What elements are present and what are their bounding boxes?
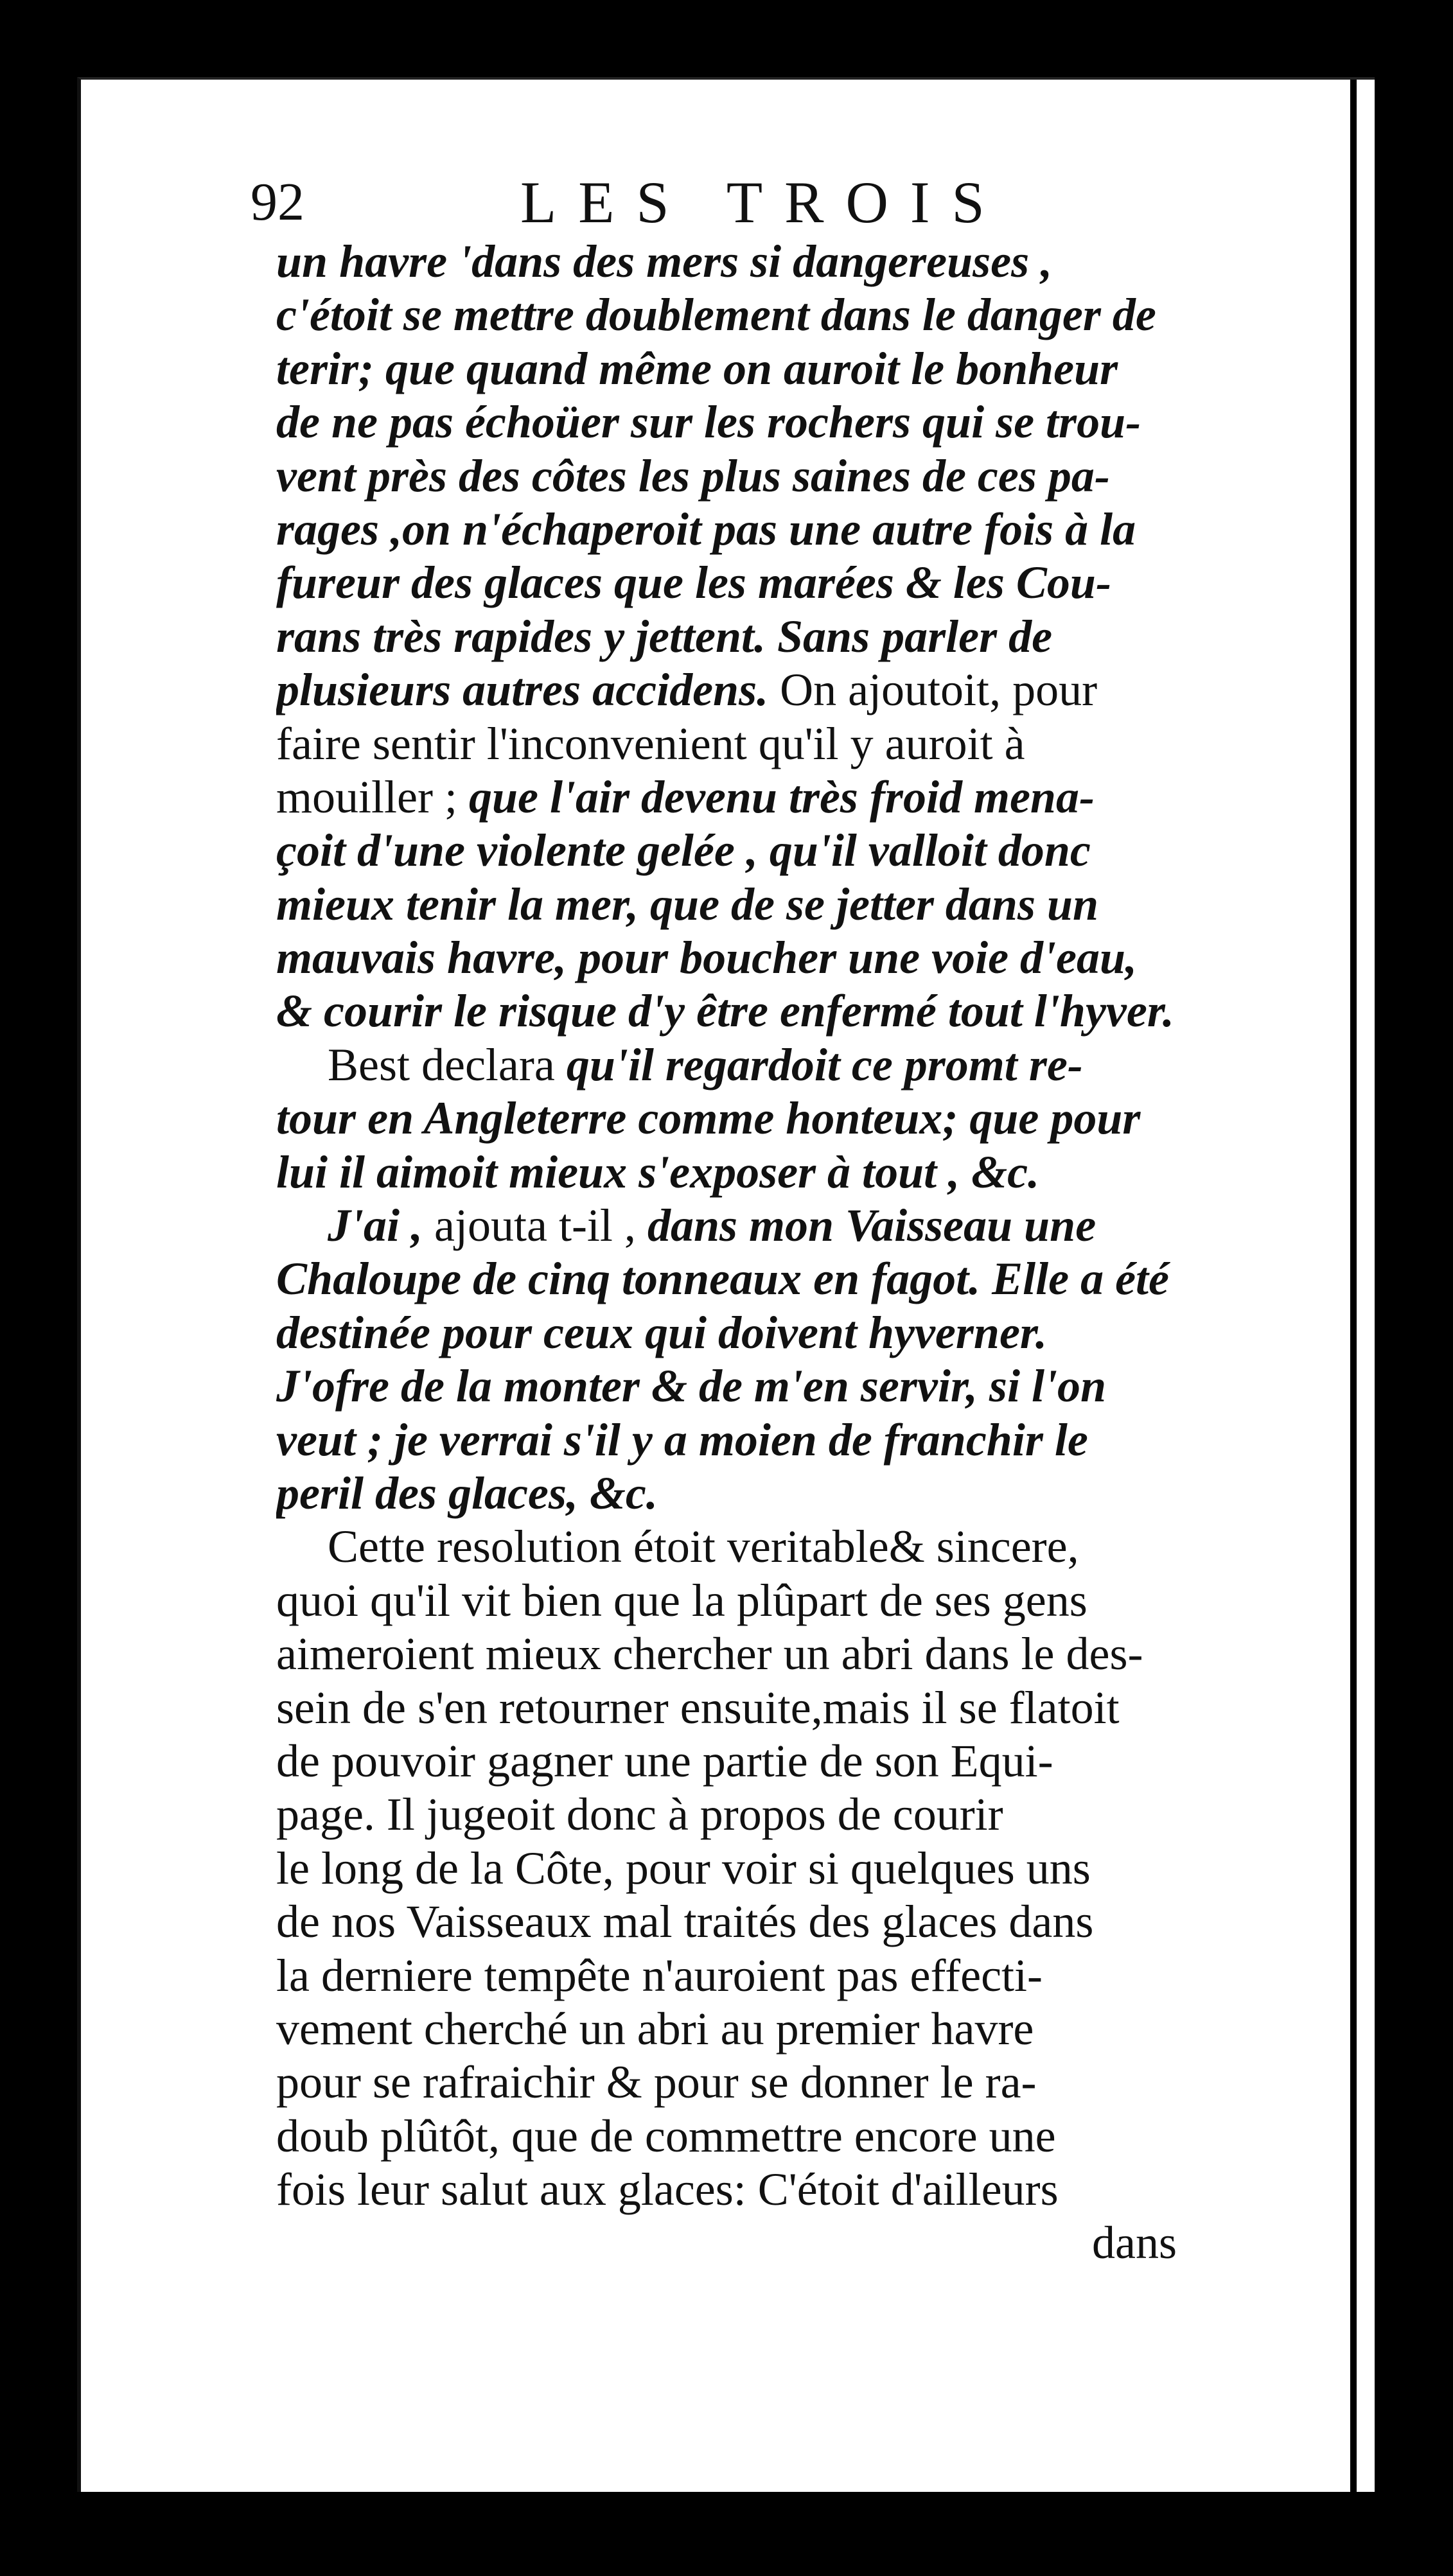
text-line	[276, 1842, 1182, 1895]
text-line	[276, 1788, 1182, 1841]
body-text	[276, 235, 1182, 2270]
text-line	[276, 717, 1182, 771]
text-segment: vement cherché un abri au premier havre	[276, 2002, 1034, 2055]
text-segment: J'ofre de la monter & de m'en servir, si l'on	[276, 1360, 1106, 1412]
text-segment: ajouta t-il ,	[434, 1200, 647, 1252]
text-line	[276, 931, 1182, 985]
text-segment: fureur des glaces que les marées & les Cou-	[276, 557, 1111, 609]
text-segment: un havre 'dans des mers si dangereuses ,	[276, 236, 1053, 287]
text-segment: quoi qu'il vit bien que la plûpart de ses gens	[276, 1574, 1088, 1626]
text-segment: mouiller ;	[276, 771, 469, 823]
text-segment: terir; que quand même on auroit le bonheur	[276, 342, 1118, 394]
text-line	[276, 2163, 1182, 2216]
text-segment: vent près des côtes les plus saines de ces pa-	[276, 450, 1110, 502]
text-line	[276, 663, 1182, 717]
text-line	[276, 2002, 1182, 2056]
text-line	[276, 450, 1182, 503]
text-segment: peril des glaces, &c.	[276, 1467, 658, 1519]
text-line	[276, 1146, 1182, 1199]
text-segment: On ajoutoit, pour	[780, 664, 1098, 716]
text-segment: rages ,on n'échaperoit pas une autre fois à la	[276, 503, 1136, 555]
text-segment: mauvais havre, pour boucher une voie d'eau,	[276, 932, 1138, 984]
text-segment: de nos Vaisseaux mal traités des glaces dans	[276, 1896, 1094, 1948]
running-title: LES TROIS	[520, 170, 1007, 235]
text-segment: de ne pas échoüer sur les rochers qui se trou-	[276, 396, 1141, 448]
text-segment: page. Il jugeoit donc à propos de courir	[276, 1789, 1003, 1841]
text-segment: Chaloupe de cinq tonneaux en fagot. Elle a été	[276, 1253, 1170, 1305]
text-line	[276, 1414, 1182, 1467]
text-line	[276, 342, 1182, 396]
text-line	[276, 1467, 1182, 1520]
page-header	[251, 170, 1176, 241]
text-line	[276, 1199, 1182, 1252]
text-segment: Cette resolution étoit veritable& sincere,	[328, 1521, 1079, 1573]
text-segment: fois leur salut aux glaces: C'étoit d'ailleurs	[276, 2164, 1059, 2216]
text-line	[276, 824, 1182, 877]
text-line	[276, 556, 1182, 609]
text-line	[276, 235, 1182, 288]
text-line	[276, 2056, 1182, 2109]
text-segment: lui il aimoit mieux s'exposer à tout , &c.	[276, 1146, 1040, 1198]
text-line	[276, 985, 1182, 1038]
text-line	[276, 1949, 1182, 2002]
text-segment: faire sentir l'inconvenient qu'il y auroit à	[276, 717, 1025, 769]
text-line	[276, 1895, 1182, 1949]
text-segment: aimeroient mieux chercher un abri dans le des-	[276, 1628, 1143, 1680]
text-segment: & courir le risque d'y être enfermé tout l'hyver.	[276, 985, 1174, 1037]
text-line	[276, 288, 1182, 342]
text-line	[276, 1520, 1182, 1573]
text-segment: çoit d'une violente gelée , qu'il valloit donc	[276, 825, 1091, 877]
text-segment: qu'il regardoit ce promt re-	[566, 1038, 1083, 1091]
text-line	[276, 1092, 1182, 1145]
text-segment: tour en Angleterre comme honteux; que pour	[276, 1092, 1141, 1144]
text-line	[276, 1252, 1182, 1306]
text-line	[276, 396, 1182, 449]
text-segment: de pouvoir gagner une partie de son Equi-	[276, 1735, 1053, 1787]
text-segment: la derniere tempête n'auroient pas effecti-	[276, 1949, 1043, 2001]
text-segment: Best declara	[328, 1038, 567, 1091]
text-line	[276, 1574, 1182, 1627]
text-segment: dans mon Vaisseau une	[647, 1200, 1096, 1252]
text-segment: pour se rafraichir & pour se donner le ra-	[276, 2056, 1037, 2108]
text-line	[276, 1681, 1182, 1735]
text-segment: destinée pour ceux qui doivent hyverner.	[276, 1306, 1047, 1358]
text-line	[276, 1735, 1182, 1788]
text-line	[276, 878, 1182, 931]
text-segment: le long de la Côte, pour voir si quelques uns	[276, 1842, 1091, 1894]
text-line	[276, 1627, 1182, 1681]
page-number: 92	[251, 172, 304, 232]
text-line	[276, 771, 1182, 824]
text-line	[276, 2216, 1182, 2270]
text-segment: dans	[1092, 2217, 1177, 2269]
text-line	[276, 610, 1182, 663]
page-edge-shadow	[1350, 80, 1357, 2492]
text-segment: c'étoit se mettre doublement dans le danger de	[276, 289, 1156, 341]
text-segment: veut ; je verrai s'il y a moien de franchir le	[276, 1414, 1088, 1466]
text-line	[276, 1306, 1182, 1360]
text-segment: rans très rapides y jettent. Sans parler de	[276, 610, 1053, 662]
text-segment: que l'air devenu très froid mena-	[468, 771, 1095, 823]
text-segment: mieux tenir la mer, que de se jetter dans un	[276, 878, 1099, 930]
text-line	[276, 2110, 1182, 2163]
text-segment: sein de s'en retourner ensuite,mais il se flatoit	[276, 1681, 1120, 1733]
text-segment: doub plûtôt, que de commettre encore une	[276, 2110, 1056, 2162]
text-line	[276, 1038, 1182, 1092]
text-segment: plusieurs autres accidens.	[276, 664, 780, 716]
text-segment: J'ai ,	[328, 1200, 435, 1252]
text-line	[276, 503, 1182, 556]
text-line	[276, 1360, 1182, 1413]
